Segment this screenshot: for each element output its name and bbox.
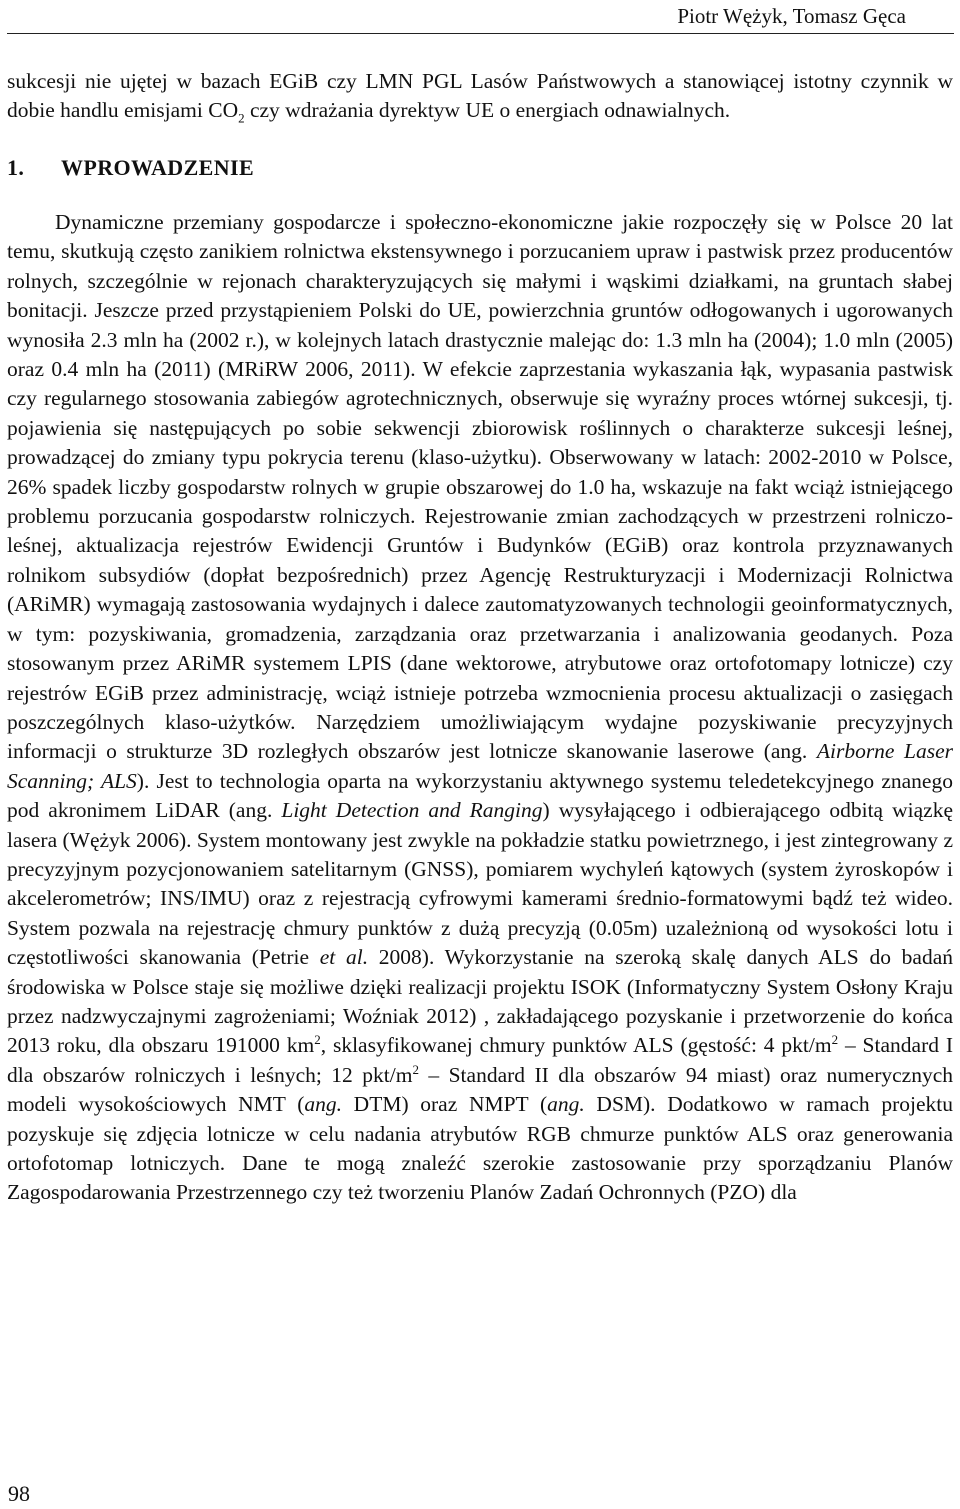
header-rule bbox=[7, 33, 954, 34]
body-superscript: 2 bbox=[314, 1032, 321, 1048]
co2-subscript: 2 bbox=[238, 110, 245, 126]
body-text: DSM). Dodatkowo w ramach projektu pozyskuje się zdjęcia lotnicze w celu nadania atrybutów RGB chmurze punktów ALS oraz generowania ortofotomap lotniczych. Dane te mogą znaleźć szerokie zastosowanie przy sporządzaniu Planów Zagospodarowania Przestrzennego czy też tworzeniu Planów Zadań Ochronnych (PZO) dla bbox=[7, 1092, 953, 1205]
body-text: , sklasyfikowanej chmury punktów ALS (gęstość: 4 pkt/m bbox=[320, 1033, 832, 1058]
intro-text-b: czy wdrażania dyrektyw UE o energiach odnawialnych. bbox=[244, 98, 731, 123]
body-text: – Standard I dla obszarów rolniczych i leśnych; 12 pkt/m bbox=[7, 1033, 954, 1087]
body-text: Dynamiczne przemiany gospodarcze i społeczno-ekonomiczne jakie rozpoczęły się w Polsce 20 lat temu, skutkują często zanikiem rolnictwa ekstensywnego i porzucaniem upraw i pastwisk przez producentów rolnych, szczególnie w rejonach charakteryzujących się małymi i wąskimi działkami, na gruntach słabej bonitacji. Jeszcze przed przystąpieniem Polski do UE, powierzchnia gruntów odłogowanych i ugorowanych wynosiła 2.3 mln ha (2002 r.), w kolejnych latach drastycznie malejąc do: 1.3 mln ha (2004); 1.0 mln (2005) oraz 0.4 mln ha (2011) (MRiRW 2006, 2011). W efekcie zaprzestania wykaszania łąk, wypasania pastwisk czy regularnego stosowania zabiegów agrotechnicznych, obserwuje się wyraźny proces wtórnej sukcesji, tj. pojawienia się następujących po sobie sekwencji zbiorowisk roślinnych o charakterze sukcesji leśnej, prowadzącej do zmiany typu pokrycia terenu (klaso-użytku). Obserwowany w latach: 2002-2010 w Polsce, 26% spadek liczby gospodarstw rolnych w grupie obszarowej do 1.0 ha, wskazuje na fakt wciąż istniejącego problemu porzucania gospodarstw rolniczych. Rejestrowanie zmian zachodzących w przestrzeni rolniczo-leśnej, aktualizacja rejestrów Ewidencji Gruntów i Budynków (EGiB) oraz kontrola przyznawanych rolnikom subsydiów (dopłat bezpośrednich) przez Agencję Restrukturyzacji i Modernizacji Rolnictwa (ARiMR) wymagają zastosowania wydajnych i dalece zautomatyzowanych technologii geoinformatycznych, w tym: pozyskiwania, gromadzenia, zarządzania oraz przetwarzania i analizowania geodanych. Poza stosowanym przez ARiMR systemem LPIS (dane wektorowe, atrybutowe oraz ortofotomapy lotnicze) czy rejestrów EGiB przez administrację, wciąż istnieje potrzeba wzmocnienia procesu aktualizacji o zasięgach poszczególnych klaso-użytków. Narzędziem umożliwiającym wydajne pozyskiwanie precyzyjnych informacji o strukturze 3D rozległych obszarów jest lotnicze skanowanie laserowe (ang. bbox=[7, 210, 953, 764]
page-number: 98 bbox=[8, 1481, 30, 1506]
body-superscript: 2 bbox=[412, 1061, 419, 1077]
running-header: Piotr Wężyk, Tomasz Gęca bbox=[677, 4, 906, 28]
body-italic: et al. bbox=[319, 945, 369, 970]
section-heading bbox=[7, 153, 254, 183]
body-text: ). Jest to technologia oparta na wykorzystaniu aktywnego systemu teledetekcyjnego znanego pod akronimem LiDAR (ang. bbox=[7, 768, 953, 823]
body-italic: ang. bbox=[547, 1092, 585, 1117]
section-title: WPROWADZENIE bbox=[61, 155, 255, 180]
body-text: DTM) oraz NMPT ( bbox=[342, 1092, 548, 1117]
body-superscript: 2 bbox=[831, 1032, 839, 1048]
body-italic: ang. bbox=[304, 1092, 342, 1117]
body-italic: Airborne Laser Scanning; ALS bbox=[7, 739, 953, 793]
body-italic: Light Detection and Ranging bbox=[281, 798, 543, 823]
body-text: 2008). Wykorzystanie na szeroką skalę danych ALS do badań środowiska w Polsce staje się możliwe dzięki realizacji projektu ISOK (Informatyczny System Osłony Kraju przez nadzwyczajnymi zagrożeniami; Woźniak 2012) , zakładającego pozyskanie i przetworzenie do końca 2013 roku, dla obszaru 191000 km bbox=[7, 945, 953, 1058]
intro-text-a: sukcesji nie ujętej w bazach EGiB czy LMN PGL Lasów Państwowych a stanowiącej istotny czynnik w dobie handlu emisjami CO bbox=[7, 69, 953, 123]
body-text: ) wysyłającego i odbierającego odbitą wiązkę lasera (Wężyk 2006). System montowany jest zwykle na pokładzie statku powietrznego, i jest zintegrowany z precyzyjnym pozycjonowaniem satelitarnym (GNSS), pomiarem wychyleń kątowych (system żyroskopów i akcelerometrów; INS/IMU) oraz z rejestracją cyfrowymi kamerami średnio-formatowymi bądź też wideo. System pozwala na rejestrację chmury punktów z dużą precyzją (0.05m) uzależnioną od wysokości lotu i częstotliwości skanowania (Petrie bbox=[7, 798, 953, 970]
body-text: – Standard II dla obszarów 94 miast) oraz numerycznych modeli wysokościowych NMT ( bbox=[7, 1062, 953, 1117]
body-paragraph bbox=[7, 208, 953, 1208]
section-number: 1. bbox=[7, 155, 25, 180]
intro-paragraph bbox=[7, 67, 953, 126]
